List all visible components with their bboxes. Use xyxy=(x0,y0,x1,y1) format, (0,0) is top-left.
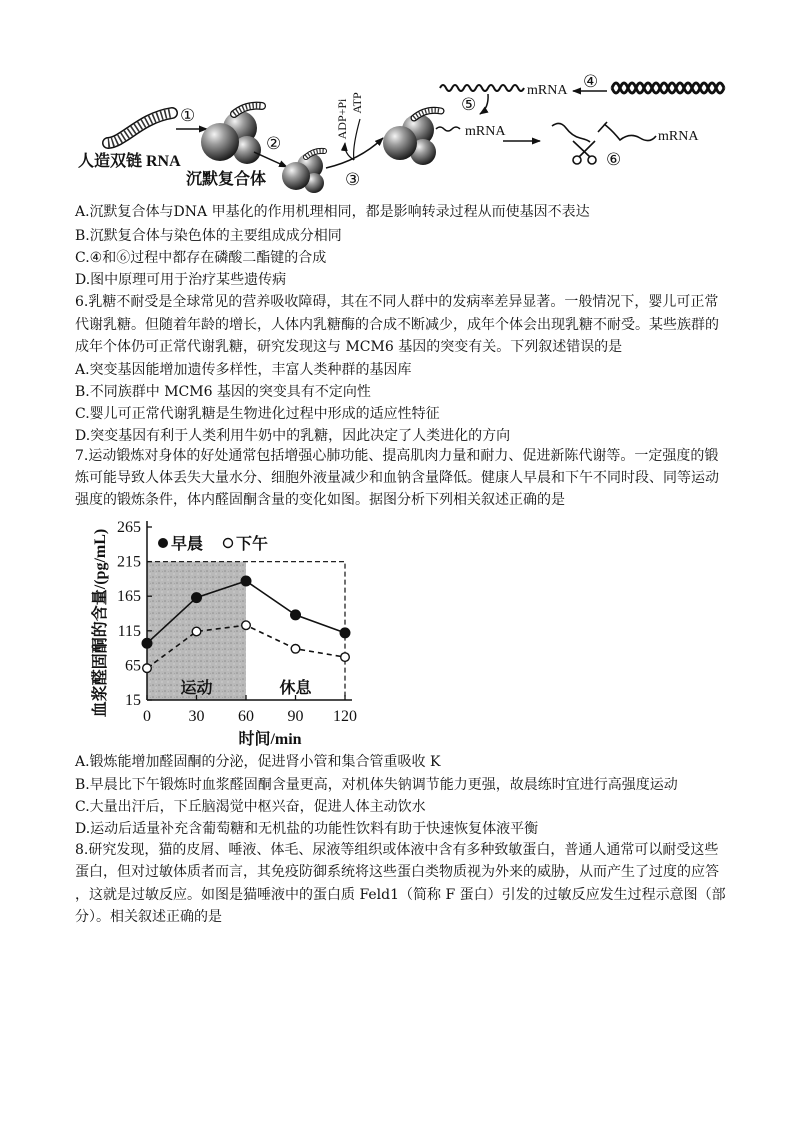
x-tick-label: 90 xyxy=(287,708,304,725)
q8-stem-line: 8.研究发现，猫的皮屑、唾液、体毛、尿液等组织或体液中含有多种致敏蛋白，普通人通常可以耐受这些 xyxy=(75,842,719,858)
q6-stem-line: 6.乳糖不耐受是全球常见的营养吸收障碍，其在不同人群中的发病率差异显著。一般情况下，婴儿可正常 xyxy=(75,294,719,310)
step-2-arrow xyxy=(254,152,287,167)
complex-1-rna-tail xyxy=(234,106,262,114)
morning-data-point xyxy=(142,638,152,648)
q6-stem-line: 代谢乳糖。但随着年龄的增长，人体内乳糖酶的合成不断减少，成年个体会出现乳糖不耐受。某些族群的 xyxy=(75,317,719,333)
legend-morning-label: 早晨 xyxy=(171,536,204,553)
mrna-label-top: mRNA xyxy=(527,83,568,98)
silencing-complex-2 xyxy=(282,151,324,193)
dsrna-strand xyxy=(108,113,172,143)
step-2-label: ② xyxy=(266,134,282,153)
q8-stem-line: 分）。相关叙述正确的是 xyxy=(75,909,222,925)
step-5-label: ⑤ xyxy=(461,95,477,114)
x-tick-label: 120 xyxy=(333,708,357,725)
x-tick-label: 0 xyxy=(143,708,151,725)
mrna-wave-strand xyxy=(440,85,524,91)
complex-3-rna-tail xyxy=(414,110,441,118)
y-tick-label: 115 xyxy=(117,622,141,640)
step-6-label: ⑥ xyxy=(606,150,622,169)
q6-stem-line: 成年个体仍可正常代谢乳糖，研究发现这与 MCM6 基因的突变有关。下列叙述错误的是 xyxy=(75,339,623,355)
x-tick-label: 60 xyxy=(238,708,254,725)
q7-option-a: A.锻炼能增加醛固酮的分泌，促进肾小管和集合管重吸收 K xyxy=(75,754,441,770)
cleaved-mrna xyxy=(552,122,656,142)
q7-option-d: D.运动后适量补充含葡萄糖和无机盐的功能性饮料有助于快速恢复体液平衡 xyxy=(75,821,539,837)
q7-stem-line: 炼可能导致人体丢失大量水分、细胞外液量减少和血钠含量降低。健康人早晨和下午不同时段、同等运动 xyxy=(75,470,719,486)
region-label-0: 运动 xyxy=(180,680,213,697)
y-tick-label: 15 xyxy=(125,692,141,709)
aldosterone-line-chart xyxy=(80,510,370,750)
adp-pi-label: ADP+Pi xyxy=(335,98,349,140)
complex-2-lobe xyxy=(282,162,310,190)
afternoon-data-point xyxy=(192,627,201,636)
x-tick-label: 30 xyxy=(188,708,205,725)
q6-option-b: B.不同族群中 MCM6 基因的突变具有不定向性 xyxy=(75,384,371,400)
afternoon-data-point xyxy=(143,664,152,673)
dsrna-label: 人造双链 RNA xyxy=(78,153,181,170)
step-1-label: ① xyxy=(180,106,196,125)
silencing-complex-1 xyxy=(201,106,262,164)
step-5-arrow xyxy=(480,94,488,114)
legend-afternoon-marker xyxy=(224,539,233,548)
mrna-label-bound: mRNA xyxy=(465,124,506,139)
morning-data-point xyxy=(340,628,350,638)
atp-label: ATP xyxy=(350,92,364,114)
q8-stem-line: 蛋白，但对过敏体质者而言，其免疫防御系统将这些蛋白类物质视为外来的威胁，从而产生了过度的应答 xyxy=(75,864,719,880)
adp-release-arc xyxy=(345,143,354,160)
x-axis-title: 时间/min xyxy=(238,731,302,748)
y-tick-label: 65 xyxy=(125,657,141,675)
q7-option-c: C.大量出汗后，下丘脑渴觉中枢兴奋，促进人体主动饮水 xyxy=(75,799,426,815)
atp-consume-arc xyxy=(354,119,360,160)
morning-data-point xyxy=(241,576,251,586)
step-3-label: ③ xyxy=(345,170,361,189)
q5-option-d: D.图中原理可用于治疗某些遗传病 xyxy=(75,272,287,288)
morning-data-point xyxy=(192,593,202,603)
afternoon-data-point xyxy=(341,653,350,662)
region-label-1: 休息 xyxy=(279,680,312,697)
q7-stem-line: 7.运动锻炼对身体的好处通常包括增强心肺功能、提高肌肉力量和耐力、促进新陈代谢等。一定强度的锻 xyxy=(75,448,719,464)
y-axis-title: 血浆醛固酮的含量/(pg/mL) xyxy=(92,528,109,718)
bound-mrna-strand xyxy=(436,127,460,131)
step-4-label: ④ xyxy=(583,72,599,91)
complex-1-lobe xyxy=(201,123,239,161)
legend-afternoon-label: 下午 xyxy=(236,536,269,553)
complex-3-lobe xyxy=(383,126,417,160)
dna-double-helix xyxy=(612,83,724,93)
rna-interference-diagram xyxy=(0,70,794,200)
legend-morning-marker xyxy=(158,538,168,548)
q5-option-a: A.沉默复合体与DNA 甲基化的作用机理相同，都是影响转录过程从而使基因不表达 xyxy=(75,204,590,220)
mrna-label-cleaved: mRNA xyxy=(658,129,699,144)
y-tick-label: 215 xyxy=(117,553,141,571)
q7-option-b: B.早晨比下午锻炼时血浆醛固酮含量更高，对机体失钠调节能力更强，故晨练时宜进行高强度运动 xyxy=(75,777,678,793)
silencing-complex-label: 沉默复合体 xyxy=(186,171,267,188)
scissors-icon xyxy=(573,141,596,164)
morning-data-point xyxy=(291,610,301,620)
afternoon-data-point xyxy=(291,644,300,653)
q6-option-a: A.突变基因能增加遗传多样性，丰富人类种群的基因库 xyxy=(75,362,412,378)
y-tick-label: 165 xyxy=(117,588,141,606)
silencing-complex-3 xyxy=(383,110,441,165)
q7-stem-line: 强度的锻炼条件，体内醛固酮含量的变化如图。据图分析下列相关叙述正确的是 xyxy=(75,492,565,508)
q8-stem-line: ，这就是过敏反应。如图是猫唾液中的蛋白质 Feld1（简称 F 蛋白）引发的过敏反应发生过程示意图（部 xyxy=(75,887,726,903)
q5-option-b: B.沉默复合体与染色体的主要组成成分相同 xyxy=(75,228,342,244)
q5-option-c: C.④和⑥过程中都存在磷酸二酯键的合成 xyxy=(75,250,327,266)
q6-option-c: C.婴儿可正常代谢乳糖是生物进化过程中形成的适应性特征 xyxy=(75,406,440,422)
afternoon-data-point xyxy=(242,621,251,630)
q6-option-d: D.突变基因有利于人类利用牛奶中的乳糖，因此决定了人类进化的方向 xyxy=(75,428,511,444)
y-tick-label: 265 xyxy=(117,519,141,536)
